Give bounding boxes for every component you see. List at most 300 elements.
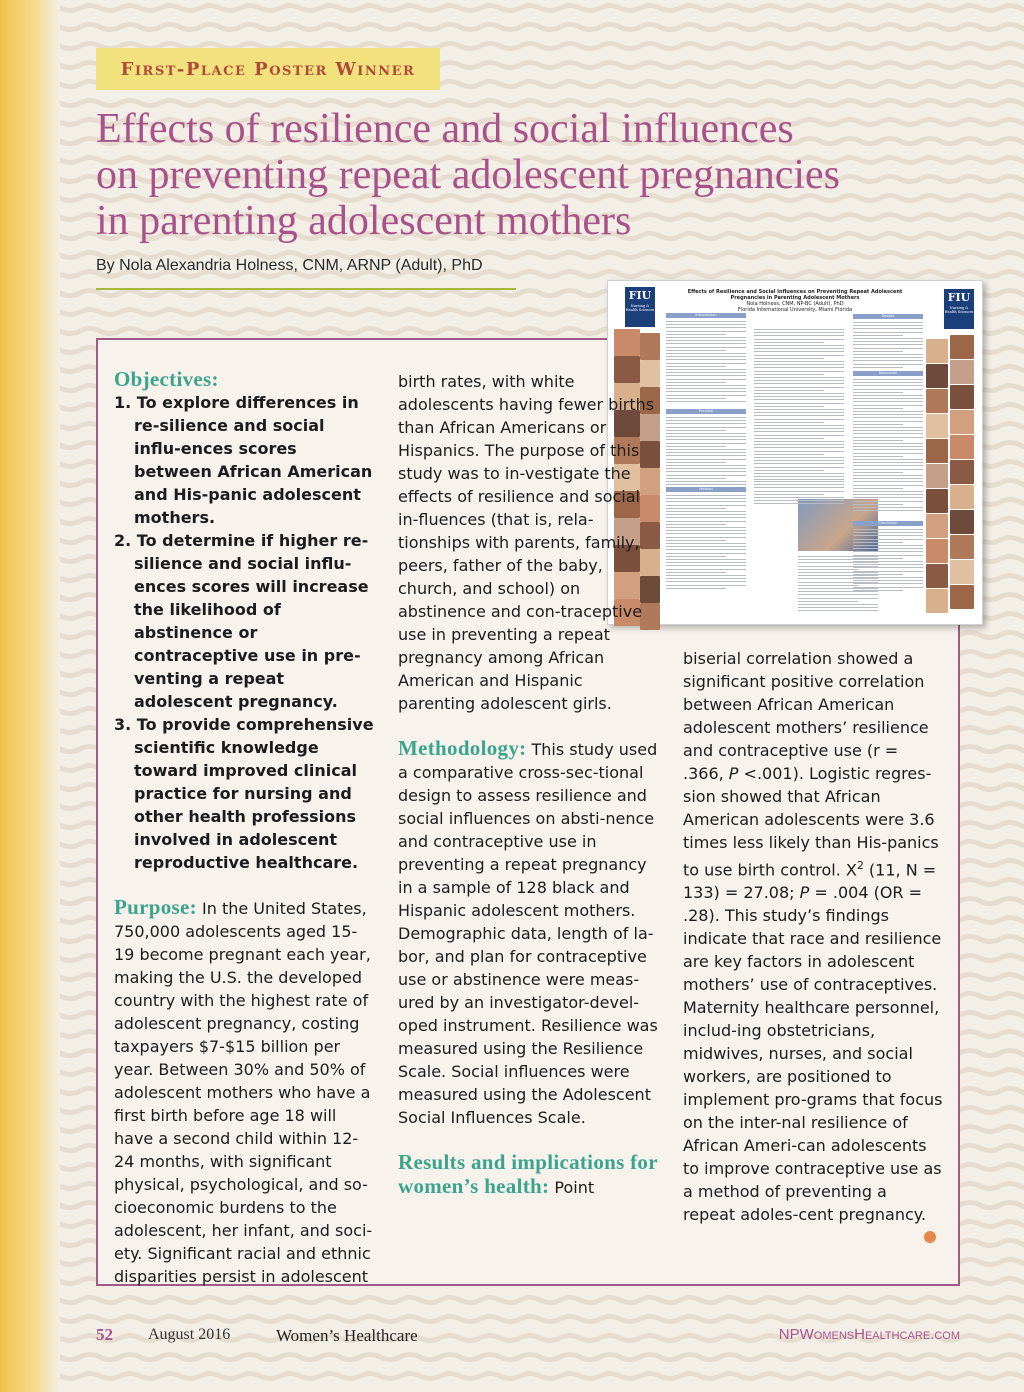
objective-item [114,529,376,713]
poster-text-line [666,556,726,557]
objective-text: To determine if higher re-silience and social influ-ences scores will increase the likelihood of abstinence or contraceptive use in pre-venting a repeat adolescent pregnancy. [134,531,369,711]
poster-text-line [853,535,923,536]
poster-photo [950,435,974,459]
poster-photo [926,389,948,413]
poster-text-line [853,548,923,549]
poster-text-line [853,542,903,543]
poster-photo [926,439,948,463]
website-link[interactable]: NPWomensHealthcare.com [778,1326,960,1343]
poster-text-line [666,546,746,547]
poster-text-line [853,379,923,380]
poster-text-line [666,581,746,582]
poster-text-line [808,441,844,442]
poster-text-line [666,379,746,380]
poster-text-line [853,453,923,454]
poster-text-line [808,358,824,359]
poster-text-line [666,331,746,332]
poster-text-line [853,405,923,406]
methodology-text: This study used a comparative cross-sec-tional design to assess resilience and social influences on absti-nence and contraceptive use in preventing a repeat pregnancy in a sample of 128 black and Hispanic adolescent mothers. Demographic data, length of la-bor, and plan for contraceptive use or abstinence were meas-ured by an investigator-devel-oped instrument. Resilience was measured using the Resilience Scale. Social influences were measured using the Adolescent Social Influences Scale. [398,740,658,1127]
poster-text-line [666,533,746,534]
results-text-2: <.001). Logistic regres-sion showed that African American adolescents were 3.6 times less likely than His-panics to use birth control. X [683,764,939,880]
poster-section-header: Introduction [666,313,746,318]
p-value-symbol: P [728,764,739,783]
poster-photo [950,335,974,359]
poster-text-line [853,545,923,546]
objective-number: 3. [114,715,132,734]
poster-text-line [666,481,746,482]
poster-text-line [666,423,746,424]
poster-text-line [754,494,824,495]
poster-text-line [808,422,824,423]
title-line-3: in parenting adolescent mothers [96,198,632,244]
results-text-3: (11, N = 133) = 27.08; [683,860,937,903]
poster-text-line [808,454,824,455]
poster-text-line [808,345,844,346]
poster-text-line [666,471,746,472]
poster-photo [950,385,974,409]
poster-text-line [808,438,824,439]
purpose-paragraph [114,896,376,1288]
poster-text-line [808,415,844,416]
poster-text-line [808,371,844,372]
poster-text-line [853,501,923,502]
p-value-symbol: P [799,883,810,903]
poster-text-line [666,540,726,541]
poster-text-line [853,421,923,422]
poster-text-line [853,360,923,361]
poster-text-line [798,582,878,583]
poster-photo [640,333,660,360]
chi-square-superscript: 2 [856,859,864,872]
title-line-1: Effects of resilience and social influences [96,106,794,152]
poster-text-line [666,343,746,344]
poster-text-line [808,361,844,362]
background-wave [0,25,1024,30]
poster-text-line [853,481,923,482]
fiu-logo-text-right: FIU [947,291,971,304]
results-text-1: biserial correlation showed a significant positive correlation between African American adolescent mothers’ resilience and contraceptive use (r = .366, [683,649,929,783]
poster-text-line [853,551,923,552]
poster-text-line [666,340,746,341]
poster-text-line [808,431,844,432]
poster-photo [926,564,948,588]
poster-text-line [853,491,923,492]
results-text-4: = .004 (OR = .28). This study’s findings indicate that race and resilience are key factors in adolescent mothers’ use of contraceptives. Maternity healthcare personnel, includ-ing obstetricians, midwives, nurses, and social workers, are positioned to implement pro-grams that focus on the inter-nal resilience of African Ameri-can adolescents to improve contraceptive use as a method of preventing a repeat adoles-cent pregnancy. [683,883,943,1225]
poster-text-line [853,385,923,386]
poster-text-line [666,511,746,512]
poster-text-line [666,420,746,421]
poster-text-line [666,501,746,502]
poster-text-line [666,372,746,373]
poster-text-line [853,364,923,365]
poster-text-line [666,395,746,396]
poster-text-line [666,443,746,444]
objective-item [114,391,376,529]
objective-number: 2. [114,531,132,550]
poster-text-line [853,510,923,511]
results-start: Point [554,1178,595,1197]
poster-text-line [853,398,923,399]
poster-text-line [808,463,844,464]
poster-text-line [853,437,923,438]
poster-text-line [666,430,726,431]
poster-text-line [666,524,726,525]
poster-text-line [798,594,878,595]
poster-text-line [808,377,844,378]
purpose-continued: birth rates, with white adolescents having fewer births than African Americans or Hispanics. The purpose of this study was to in-vestigate the effects of resilience and social in-fluences (that is, rela-tionships with parents, family, peers, father of the baby, church, and school) on abstinence and con-traceptive use in preventing a repeat pregnancy among African American and Hispanic parenting adolescent girls. [398,372,655,713]
poster-text-line [808,435,844,436]
poster-text-line [853,332,923,333]
poster-photo [950,485,974,509]
poster-text-line [666,427,746,428]
poster-text-line [798,610,878,611]
poster-text-line [798,604,878,605]
column-2 [398,370,662,1199]
poster-text-line [666,337,746,338]
poster-text-line [853,488,903,489]
poster-text-line [666,537,746,538]
poster-text-line [666,478,726,479]
poster-section-header: Discussion [853,371,923,376]
poster-text-line [808,425,844,426]
poster-text-line [853,392,903,393]
poster-photo [926,464,948,488]
poster-text-line [666,459,746,460]
poster-text-line [798,572,878,573]
poster-text-line [666,366,726,367]
poster-text-line [808,476,844,477]
poster-text-line [666,347,746,348]
background-wave [0,1355,1024,1360]
poster-text-line [853,456,903,457]
poster-text-line [798,562,878,563]
poster-text-line [666,575,746,576]
poster-photo [950,410,974,434]
poster-text-line [798,607,878,608]
fiu-logo-sub: Nursing & Health Sciences [625,304,655,312]
poster-text-line [666,439,746,440]
poster-text-line [666,462,726,463]
poster-text-line [666,530,746,531]
poster-text-line [754,500,844,501]
poster-text-line [808,374,824,375]
poster-photo [926,489,948,513]
page-number: 52 [96,1325,113,1344]
poster-text-line [798,559,878,560]
column-3 [683,647,943,1226]
poster-text-line [666,565,746,566]
poster-text-line [666,585,746,586]
poster-text-line [853,322,923,323]
poster-section-header: Purpose [666,409,746,414]
poster-text-line [666,391,746,392]
poster-text-line [666,455,746,456]
poster-text-line [808,399,844,400]
poster-text-line [666,398,726,399]
poster-text-line [853,338,923,339]
poster-text-line [808,409,844,410]
poster-text-line [853,341,923,342]
poster-text-line [808,396,844,397]
poster-title-text: Effects of Resilience and Social Influences on Preventing Repeat Adolescent Pregnancies in Parenting Adolescent Mothers [687,289,903,301]
poster-text-line [808,412,844,413]
poster-text-line [808,470,824,471]
poster-photo [950,360,974,384]
poster-text-line [853,440,903,441]
poster-text-line [853,459,923,460]
poster-text-line [666,484,746,485]
poster-text-line [798,566,878,567]
poster-text-line [853,427,923,428]
poster-text-line [853,469,923,470]
poster-text-line [666,495,746,496]
objective-text: To explore differences in re-silience and social influ-ences scores between African American and His-panic adolescent mothers. [134,393,373,527]
poster-author: Nola Holness, CNM, NP-BC (Adult), PhD [746,301,844,307]
poster-text-line [754,484,844,485]
poster-section-header: Method [666,487,746,492]
poster-text-line [808,393,844,394]
poster-text-line [666,505,746,506]
banner-label: First-Place Poster Winner [120,58,416,80]
poster-text-line [853,472,903,473]
poster-text-line [853,583,923,584]
poster-text-line [666,327,746,328]
poster-text-line [808,364,844,365]
poster-text-line [666,375,746,376]
results-continued [683,647,943,1226]
poster-text-line [853,335,903,336]
objective-item [114,713,376,874]
left-edge-gradient [0,0,60,1392]
poster-text-line [666,382,726,383]
poster-text-line [666,334,726,335]
poster-text-line [853,446,923,447]
results-heading: Results and implications for women’s health: [398,1150,658,1198]
poster-text-line [853,430,923,431]
poster-text-line [808,335,844,336]
poster-text-line [853,507,923,508]
poster-text-line [798,585,858,586]
poster-text-line [853,494,923,495]
poster-text-line [853,424,903,425]
title-line-2: on preventing repeat adolescent pregnancies [96,152,841,198]
poster-text-line [666,517,746,518]
poster-text-line [853,408,903,409]
poster-text-line [853,401,923,402]
poster-text-line [666,553,746,554]
poster-text-line [666,514,746,515]
poster-text-line [808,342,824,343]
poster-section-header: Conclusion [853,521,923,526]
poster-text-line [798,578,878,579]
poster-text-line [808,387,844,388]
poster-text-line [853,478,923,479]
poster-text-line [666,353,746,354]
poster-photo [926,339,948,363]
column-1 [114,368,376,1288]
poster-text-line [666,468,746,469]
background-wave [0,1298,1024,1303]
poster-text-line [853,417,923,418]
poster-text-line [666,363,746,364]
poster-text-line [808,351,844,352]
poster-text-line [853,497,923,498]
poster-text-line [754,481,844,482]
poster-text-line [754,487,844,488]
poster-title [670,289,920,313]
poster-text-line [808,467,844,468]
poster-text-line [798,598,878,599]
poster-text-line [808,332,844,333]
poster-text-line [853,382,923,383]
poster-text-line [853,367,903,368]
fiu-logo-text: FIU [628,289,652,302]
poster-text-line [853,411,923,412]
purpose-heading: Purpose: [114,895,197,919]
poster-text-line [798,588,878,589]
poster-text-line [666,359,746,360]
poster-text-line [798,591,878,592]
poster-text-line [808,329,844,330]
poster-text-line [808,355,844,356]
poster-text-line [666,508,726,509]
poster-text-line [798,569,858,570]
poster-text-line [853,389,923,390]
byline: By Nola Alexandria Holness, CNM, ARNP (Adult), PhD [96,257,483,274]
poster-photo [926,589,948,613]
poster-text-line [798,556,878,557]
poster-text-line [853,449,923,450]
poster-text-line [666,498,746,499]
poster-text-line [666,446,726,447]
background-wave [0,1374,1024,1379]
poster-text-line [853,443,923,444]
methodology-paragraph [398,737,662,1129]
poster-text-line [754,503,844,504]
fiu-logo-sub-right: Nursing & Health Sciences [944,306,974,314]
poster-text-line [666,475,746,476]
poster-text-line [754,491,844,492]
poster-text-line [808,428,844,429]
poster-text-line [808,451,844,452]
poster-text-line [853,462,923,463]
poster-text-line [808,383,844,384]
poster-text-line [853,433,923,434]
poster-text-line [666,321,746,322]
poster-text-line [808,390,824,391]
poster-text-line [808,460,844,461]
poster-text-line [798,601,858,602]
background-wave [0,101,1024,106]
poster-text-line [853,504,903,505]
poster-text-line [853,475,923,476]
poster-text-line [808,348,844,349]
poster-text-line [666,572,726,573]
poster-text-line [853,539,923,540]
objectives-list [114,391,376,874]
poster-text-line [808,406,824,407]
magazine-name: Women’s Healthcare [276,1326,418,1345]
poster-photo [950,535,974,559]
poster-text-line [666,417,746,418]
fiu-logo-right [944,289,974,329]
fiu-logo-left [625,287,655,327]
poster-text-line [808,473,844,474]
poster-text-line [853,414,923,415]
poster-text-line [808,457,844,458]
poster-section-header: Results [853,314,923,319]
poster-text-line [666,324,746,325]
poster-text-line [666,527,746,528]
poster-text-line [808,419,844,420]
poster-text-line [666,543,746,544]
poster-text-line [666,549,746,550]
poster-text-line [666,385,746,386]
poster-text-line [754,497,844,498]
poster-text-line [853,348,923,349]
poster-text-line [853,485,923,486]
poster-text-line [853,465,923,466]
poster-text-line [853,567,923,568]
poster-text-line [666,559,746,560]
poster-text-line [808,403,844,404]
poster-text-line [666,578,746,579]
poster-text-line [808,447,844,448]
objective-number: 1. [114,393,132,412]
poster-text-line [808,367,844,368]
poster-text-line [666,562,746,563]
poster-text-line [666,433,746,434]
poster-text-line [666,449,746,450]
poster-text-line [853,351,903,352]
poster-text-line [666,436,746,437]
poster-text-line [808,339,844,340]
poster-institution: Florida International University, Miami Florida [737,307,853,313]
poster-text-line [808,444,844,445]
poster-text-line [853,532,923,533]
poster-text-line [666,569,746,570]
poster-text-line [666,588,726,589]
poster-text-line [853,357,923,358]
purpose-text: In the United States, 750,000 adolescents aged 15-19 become pregnant each year, making the U.S. the developed country with the highest rate of adolescent pregnancy, costing taxpayers $7-$15 billion per year. Between 30% and 50% of adolescent mothers who have a first birth before age 18 will have a second child within 12-24 months, with significant physical, psychological, and so-cioeconomic burdens to the adolescent, her infant, and soci-ety. Significant racial and ethnic disparities persist in adolescent [114,899,373,1286]
poster-text-line [666,369,746,370]
byline-rule [96,288,516,290]
poster-text-line [853,344,923,345]
poster-text-line [666,356,746,357]
poster-text-line [666,465,746,466]
results-paragraph [398,1151,662,1199]
poster-photo [926,539,948,563]
poster-text-line [853,354,923,355]
poster-photo [950,585,974,609]
poster-photo [950,460,974,484]
poster-photo [926,364,948,388]
poster-text-line [666,401,746,402]
poster-photo [926,414,948,438]
methodology-heading: Methodology: [398,736,527,760]
poster-text-line [853,395,923,396]
poster-text-line [666,350,726,351]
poster-text-line [666,452,746,453]
objective-text: To provide comprehensive scientific knowledge toward improved clinical practice for nursing and other health professions involved in adolescent reproductive healthcare. [134,715,374,872]
poster-image [607,280,983,625]
poster-photo [950,560,974,584]
article-title [96,106,976,244]
poster-text-line [853,529,923,530]
poster-text-line [853,325,923,326]
background-wave [0,1317,1024,1322]
poster-text-line [666,521,746,522]
